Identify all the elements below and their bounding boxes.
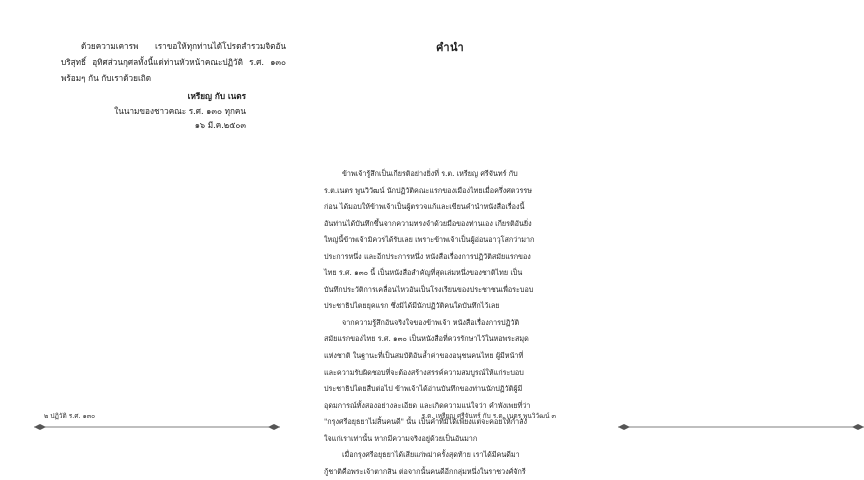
right-page	[300, 0, 600, 476]
body-line: ไทย ร.ศ. ๑๓๐ นี้ เป็นหนังสือสำคัญที่สุดเล่มหนึ่งของชาติไทย เป็น	[324, 268, 523, 278]
body-line: และความรับผิดชอบที่จะต้องสร้างสรรค์ความสมบูรณ์ให้แก่ระบอบ	[324, 367, 524, 377]
signature-block	[46, 89, 246, 133]
body-line: แห่งชาติ ในฐานะที่เป็นสมบัติอันล้ำค่าของอนุชนคนไทย ผู้มีหน้าที่	[324, 351, 524, 361]
left-page-footer: ๒ ปฏิวัติ ร.ศ. ๑๓๐	[44, 412, 96, 420]
signature-name: เหรียญ กับ เนตร	[187, 91, 246, 101]
body-line: ประชาธิปไตยสืบต่อไป ข้าพเจ้าได้อ่านบันทึกของท่านนักปฏิวัติผู้มี	[324, 384, 523, 394]
dedication-line: อุทิศส่วนกุศลทั้งนี้แด่ท่านหัวหน้าคณะปฏิวัติ ร.ศ. ๑๓๐ พร้อมๆ กัน	[61, 57, 286, 83]
body-line: เมื่อกรุงศรีอยุธยาได้เสียแก่พม่าครั้งสุดท้าย เราได้มีคนดีมา	[342, 450, 520, 460]
left-footer-ornament	[34, 423, 280, 431]
body-line: จากความรู้สึกอันจริงใจของข้าพเจ้า หนังสือเรื่องการปฏิวัติ	[342, 317, 520, 327]
left-page	[0, 0, 300, 443]
right-footer-ornament	[618, 423, 864, 431]
body-line: ข้าพเจ้ารู้สึกเป็นเกียรติอย่างยิ่งที่ ร.ต. เหรียญ ศรีจันทร์ กับ	[342, 169, 518, 178]
body-line: ร.ต.เนตร พูนวิวัฒน์ นักปฏิวัติคณะแรกของเมืองไทยเมื่อครึ่งศตวรรษ	[324, 185, 532, 195]
dedication-line: กับเราด้วยเถิด	[101, 73, 152, 83]
body-line: ใหญ่นี้ข้าพเจ้ามิควรได้รับเลย เพราะข้าพเจ้าเป็นผู้อ่อนอาวุโสกว่ามาก	[324, 235, 535, 245]
body-line: "กรุงศรีอยุธยาไม่สิ้นคนดี" นั้น เป็นคำที่มิได้เพียงแต่จะคอยให้กำลัง	[324, 417, 528, 427]
body-line: ประการหนึ่ง และอีกประการหนึ่ง หนังสือเรื่องการปฏิวัติสมัยแรกของ	[324, 251, 531, 261]
signature-line: ในนามของชาวคณะ ร.ศ. ๑๓๐ ทุกคน	[114, 105, 246, 116]
dedication-line: ด้วยความเคารพ เราขอให้ทุกท่านได้โปรดสำรวมจิตอันบริสุทธิ์	[61, 41, 286, 67]
dedication-text	[61, 38, 286, 86]
body-line: ใจแก่เราเท่านั้น หากมีความจริงอยู่ด้วยเป็นอันมาก	[324, 433, 478, 443]
body-line: บันทึกประวัติการเคลื่อนไหวอันเป็นโรงเรียนของประชาชนเพื่อระบอบ	[324, 284, 534, 294]
body-line: ประชาธิปไตยยุคแรก ซึ่งมิได้มีนักปฏิวัติคนใดบันทึกไว้เลย	[324, 301, 500, 311]
body-line: กู้ชาติคือพระเจ้าตากสิน ต่อจากนั้นคนดีอีกกลุ่มหนึ่งในราชวงศ์จักรี	[324, 466, 526, 476]
page-title: คำนำ	[436, 41, 465, 54]
signature-date: ๑๖ มี.ค.๒๕๐๓	[194, 120, 246, 130]
body-line: ก่อน ได้มอบให้ข้าพเจ้าเป็นผู้ตรวจแก้และเขียนคำนำหนังสือเรื่องนี้	[324, 202, 525, 212]
body-line: สมัยแรกของไทย ร.ศ. ๑๓๐ เป็นหนังสือที่ควรรักษาไว้ในหอพระสมุด	[324, 334, 529, 344]
body-line: อุดมการณ์ทั้งสองอย่างละเอียด และเกิดความแน่ใจว่า คำพังเพยที่ว่า	[324, 400, 531, 410]
right-page-footer: ร.ต. เหรียญ ศรีจันทร์ กับ ร.ต. เนตร พูนวิวัฒน์ ๓	[421, 412, 556, 420]
body-line: อันท่านได้บันทึกขึ้นจากความทรงจำด้วยมือของท่านเอง เกียรติอันยิ่ง	[324, 218, 532, 228]
preface-body	[324, 166, 589, 480]
